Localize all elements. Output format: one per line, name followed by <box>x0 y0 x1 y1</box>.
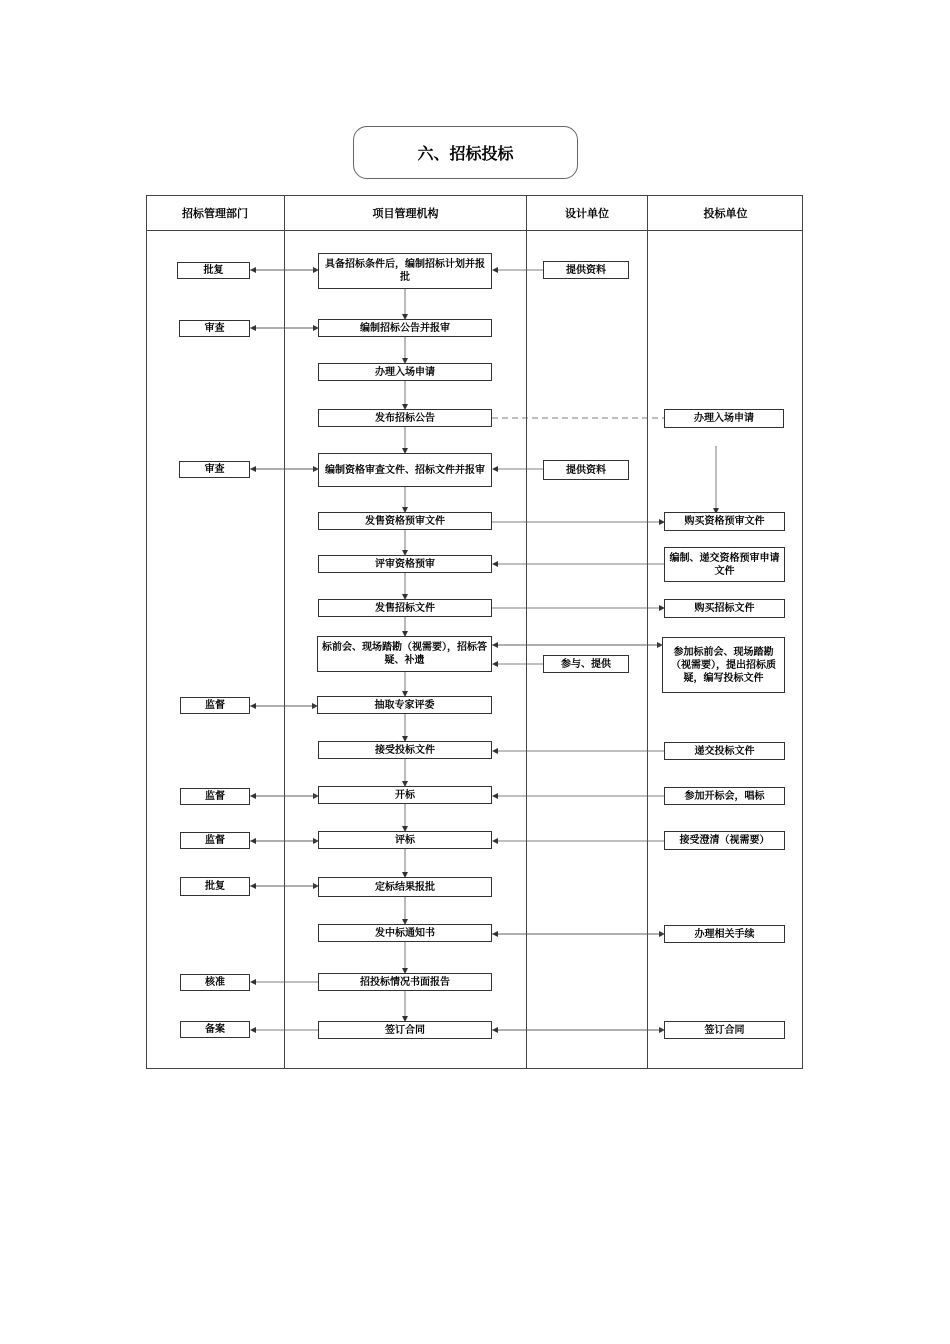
design-box-1: 提供资料 <box>543 261 629 279</box>
page-title: 六、招标投标 <box>353 126 578 179</box>
design-box-3: 参与、提供 <box>543 655 629 673</box>
agency-step-2: 编制招标公告并报审 <box>318 319 492 337</box>
agency-step-14: 定标结果报批 <box>318 877 492 897</box>
dept-ratify-box: 核准 <box>180 974 250 991</box>
column-header-dept: 招标管理部门 <box>182 207 248 220</box>
agency-step-7: 评审资格预审 <box>318 555 492 573</box>
agency-step-6: 发售资格预审文件 <box>318 512 492 530</box>
agency-step-16: 招投标情况书面报告 <box>318 973 492 991</box>
bidder-box-5: 参加标前会、现场踏勘（视需要），提出招标质疑，编写投标文件 <box>662 637 785 693</box>
agency-step-3: 办理入场申请 <box>318 363 492 381</box>
design-box-2: 提供资料 <box>543 460 629 480</box>
bidder-box-3: 编制、递交资格预审申请文件 <box>664 547 785 582</box>
bidder-box-4: 购买招标文件 <box>664 599 785 618</box>
column-header-agency: 项目管理机构 <box>372 207 439 220</box>
column-header-bidder: 投标单位 <box>703 207 748 220</box>
agency-step-5: 编制资格审查文件、招标文件并报审 <box>318 453 492 487</box>
dept-supervise-box-1: 监督 <box>180 697 250 714</box>
dept-supervise-box-2: 监督 <box>180 788 250 805</box>
dept-review-box-2: 审查 <box>179 461 250 478</box>
dept-review-box-1: 审查 <box>179 320 250 337</box>
bidder-box-2: 购买资格预审文件 <box>664 512 785 531</box>
dept-supervise-box-3: 监督 <box>180 832 250 849</box>
bidder-box-1: 办理入场申请 <box>664 409 784 428</box>
bidder-box-7: 参加开标会，唱标 <box>664 787 785 805</box>
agency-step-12: 开标 <box>318 786 492 804</box>
dept-file-box: 备案 <box>180 1021 250 1038</box>
agency-step-13: 评标 <box>318 831 492 849</box>
agency-step-9: 标前会、现场踏勘（视需要），招标答疑、补遗 <box>317 636 492 672</box>
agency-step-10: 抽取专家评委 <box>317 696 492 714</box>
bidder-box-6: 递交投标文件 <box>664 742 785 760</box>
dept-approve-box-1: 批复 <box>177 262 250 279</box>
agency-step-8: 发售招标文件 <box>318 599 492 617</box>
dept-approve-box-2: 批复 <box>180 877 250 896</box>
agency-step-17: 签订合同 <box>318 1021 492 1039</box>
bidder-box-9: 办理相关手续 <box>664 925 785 943</box>
agency-step-15: 发中标通知书 <box>318 924 492 942</box>
column-header-design: 设计单位 <box>565 207 609 220</box>
bidder-box-8: 接受澄清（视需要） <box>664 831 785 850</box>
agency-step-1: 具备招标条件后，编制招标计划并报批 <box>318 253 492 289</box>
agency-step-11: 接受投标文件 <box>318 741 492 759</box>
agency-step-4: 发布招标公告 <box>318 409 492 427</box>
bidder-box-10: 签订合同 <box>664 1021 785 1039</box>
